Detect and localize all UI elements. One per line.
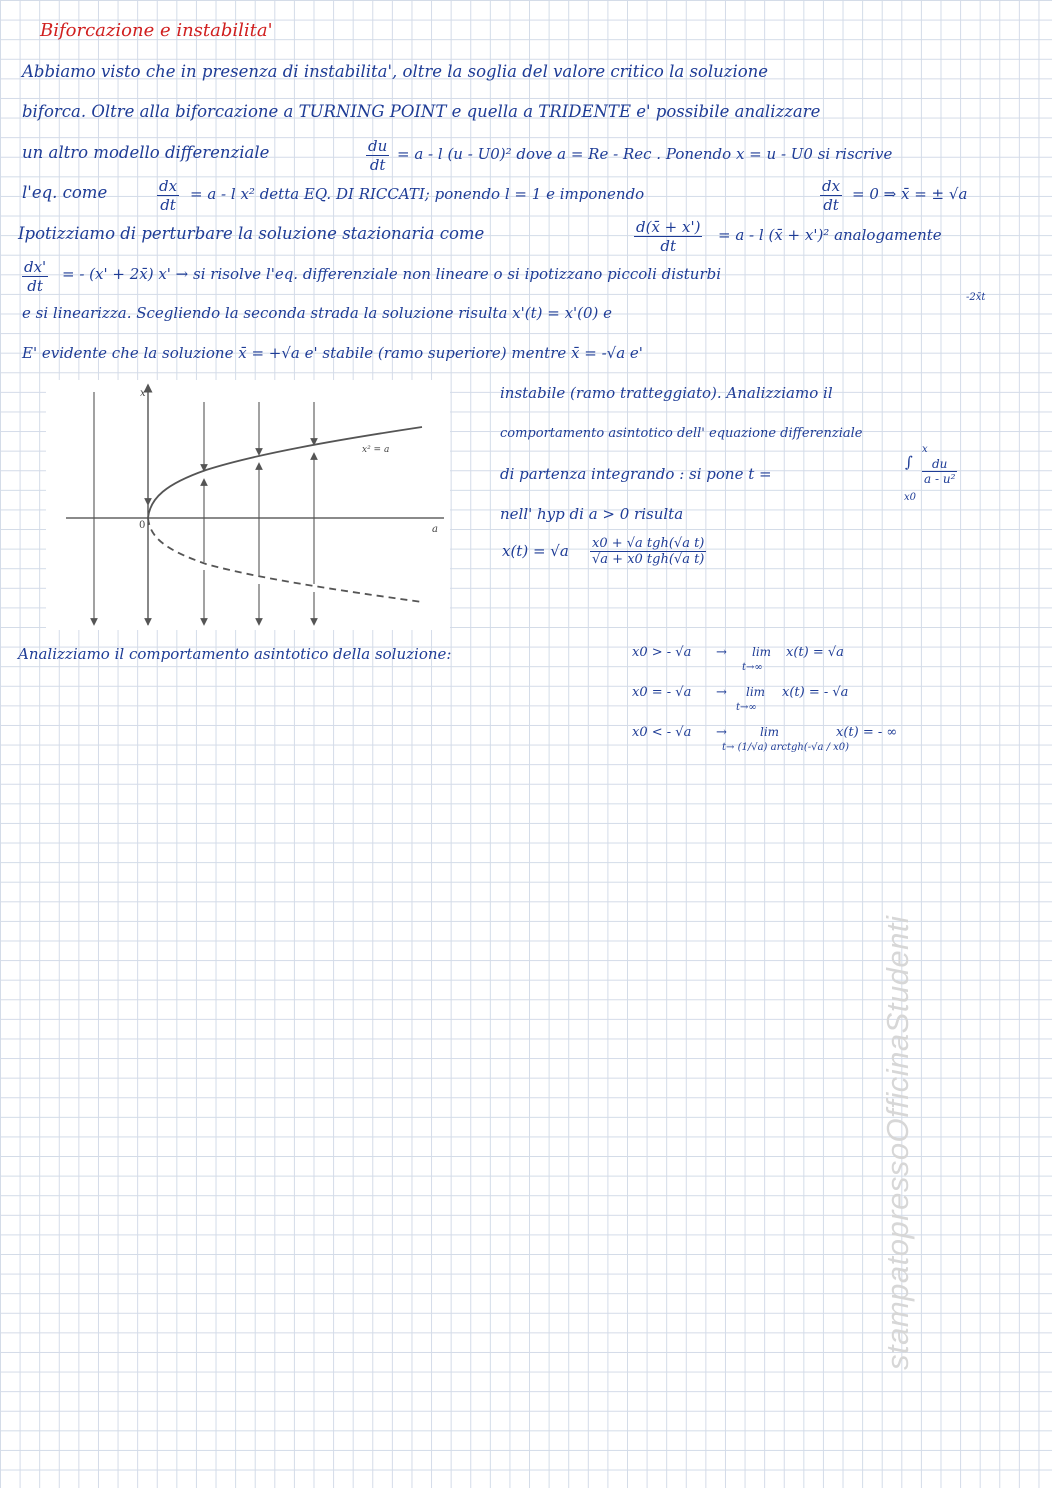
limit-subscript: t→∞ [736, 702, 757, 713]
unstable-branch [148, 518, 422, 602]
text-right-4: nell' hyp di a > 0 risulta [500, 505, 684, 523]
limit-label: lim [752, 645, 772, 659]
text-right-1: instabile (ramo tratteggiato). Analizziamo il [500, 384, 833, 402]
case-condition: x0 < - √a [632, 725, 692, 740]
x-axis-label: a [432, 524, 438, 535]
exponent: -2x̄t [966, 292, 986, 303]
curve-label: x² = a [362, 445, 390, 455]
fraction-dxp-dt: $\frac{dx'}{dt}$ [24, 258, 47, 295]
text-line-7: e si linearizza. Scegliendo la seconda strada la soluzione risulta x'(t) = x'(0) e [22, 304, 613, 322]
text-line-4a: l'eq. come [22, 183, 108, 202]
text-line-1: Abbiamo visto che in presenza di instabilita', oltre la soglia del valore critico la soluzione [22, 62, 769, 81]
arrow-icon: → [716, 725, 727, 740]
case-result: x(t) = - √a [782, 685, 849, 700]
limit-subscript: t→ (1/√a) arctgh(-√a / x0) [722, 742, 850, 753]
fraction-integrand: $\frac{du}{\text{a - u²}}$ [924, 457, 956, 486]
arrow-icon: → [716, 645, 727, 660]
fraction-dx-dt: $\frac{dx}{dt}$ [159, 177, 178, 214]
y-axis-label: x [140, 388, 146, 399]
integral-sign: ∫ [905, 453, 913, 471]
text-line-4c: = 0 ⇒ x̄ = ± √a [852, 185, 968, 203]
origin-label: 0 [139, 520, 146, 531]
text-line-5a: Ipotizziamo di perturbare la soluzione stazionaria come [18, 224, 485, 243]
integral-upper-limit: x [922, 444, 928, 455]
fraction-dx-dt-2: $\frac{dx}{dt}$ [822, 177, 841, 214]
text-line-3a: un altro modello differenziale [22, 143, 270, 162]
case-result: x(t) = √a [786, 645, 844, 660]
stable-branch [148, 427, 422, 518]
bifurcation-svg [46, 380, 450, 630]
text-line-5b: = a - l (x̄ + x')² analogamente [718, 226, 942, 244]
text-line-2: biforca. Oltre alla biforcazione a TURNING POINT e quella a TRIDENTE e' possibile analizzare [22, 102, 821, 121]
text-line-3b: = a - l (u - U0)² dove a = Re - Rec . Ponendo x = u - U0 si riscrive [397, 145, 893, 163]
fraction-solution: x0 + √a tgh(√a t) √a + x0 tgh(√a t) [592, 536, 705, 567]
page-title: Biforcazione e instabilita' [40, 20, 273, 41]
limit-label: lim [760, 725, 780, 739]
text-right-3: di partenza integrando : si pone t = [500, 465, 772, 483]
text-right-2: comportamento asintotico dell' equazione differenziale [500, 426, 863, 441]
fraction-perturbation: $\frac{d(x̄ + x')}{dt}$ [636, 218, 701, 255]
case-condition: x0 = - √a [632, 685, 692, 700]
arrow-icon: → [716, 685, 727, 700]
fraction-du-dt: $\frac{du}{dt}$ [368, 137, 388, 174]
watermark: stampatopressoOfficinaStudenti [880, 915, 915, 1370]
text-right-5: x(t) = √a [502, 542, 569, 560]
bifurcation-diagram [46, 380, 450, 630]
text-line-4b: = a - l x² detta EQ. DI RICCATI; ponendo l = 1 e imponendo [190, 185, 645, 203]
text-line-8: E' evidente che la soluzione x̄ = +√a e' stabile (ramo superiore) mentre x̄ = -√a e' [22, 344, 643, 362]
case-result: x(t) = - ∞ [836, 725, 898, 740]
case-condition: x0 > - √a [632, 645, 692, 660]
limit-subscript: t→∞ [742, 662, 763, 673]
integral-lower-limit: x0 [904, 492, 917, 503]
asymptotic-line: Analizziamo il comportamento asintotico della soluzione: [18, 645, 452, 663]
text-line-6: = - (x' + 2x̄) x' → si risolve l'eq. differenziale non lineare o si ipotizzano piccoli disturbi [62, 265, 722, 283]
limit-label: lim [746, 685, 766, 699]
